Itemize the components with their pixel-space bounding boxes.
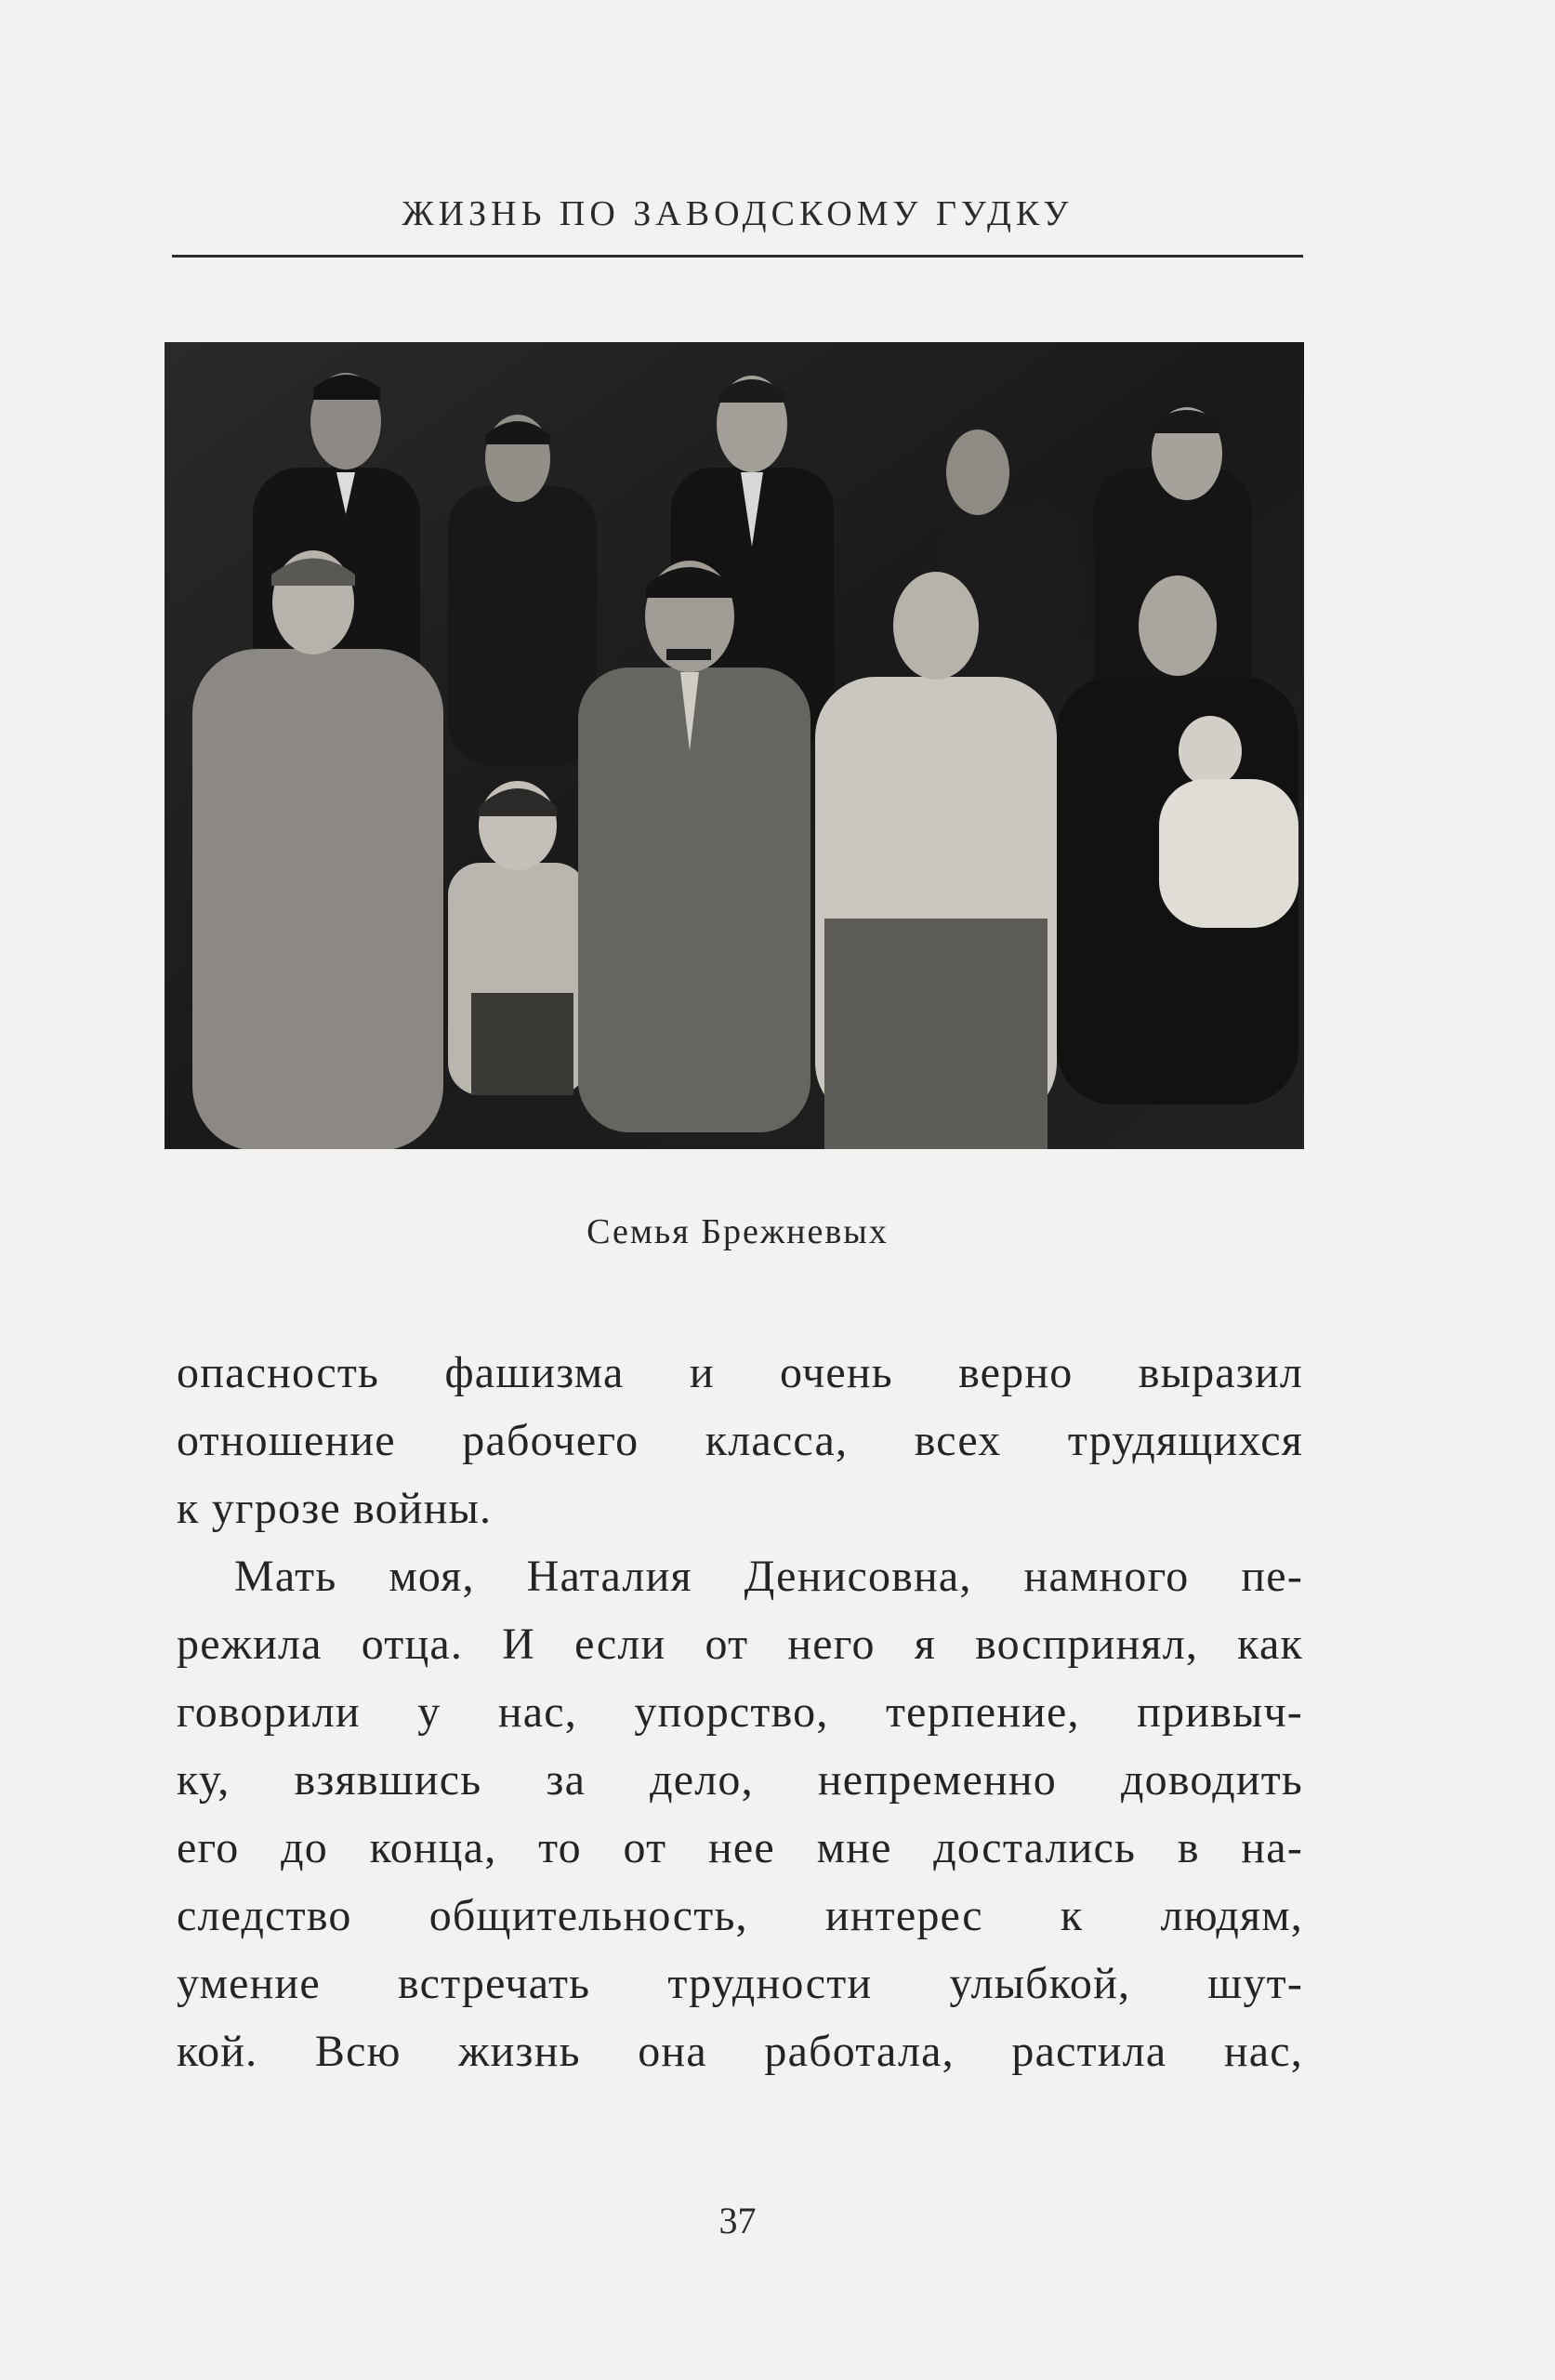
text-line: следство общительность, интерес к людям,	[177, 1891, 1303, 1940]
text-line: его до конца, то от нее мне достались в на-	[177, 1823, 1303, 1872]
text-line: режила отца. И если от него я воспринял, как	[177, 1620, 1303, 1669]
running-head: ЖИЗНЬ ПО ЗАВОДСКОМУ ГУДКУ	[402, 194, 1074, 233]
family-photo	[165, 342, 1304, 1149]
paragraph-1	[177, 1339, 1303, 1542]
text-line: к угрозе войны.	[177, 1484, 493, 1533]
paragraph-2	[177, 1542, 1303, 2085]
body-text	[177, 1339, 1303, 2085]
text-line: опасность фашизма и очень верно выразил	[177, 1348, 1303, 1397]
text-line: кой. Всю жизнь она работала, растила нас,	[177, 2027, 1303, 2076]
text-line: отношение рабочего класса, всех трудящихся	[177, 1416, 1303, 1465]
page-number: 37	[718, 2200, 757, 2241]
text-line: умение встречать трудности улыбкой, шут-	[177, 1959, 1303, 2008]
text-line: ку, взявшись за дело, непременно доводить	[177, 1755, 1303, 1805]
text-line: говорили у нас, упорство, терпение, привыч-	[177, 1687, 1303, 1737]
text-line: Мать моя, Наталия Денисовна, намного пе-	[234, 1552, 1303, 1601]
header-rule	[172, 255, 1303, 258]
photo-caption: Семья Брежневых	[586, 1212, 889, 1251]
